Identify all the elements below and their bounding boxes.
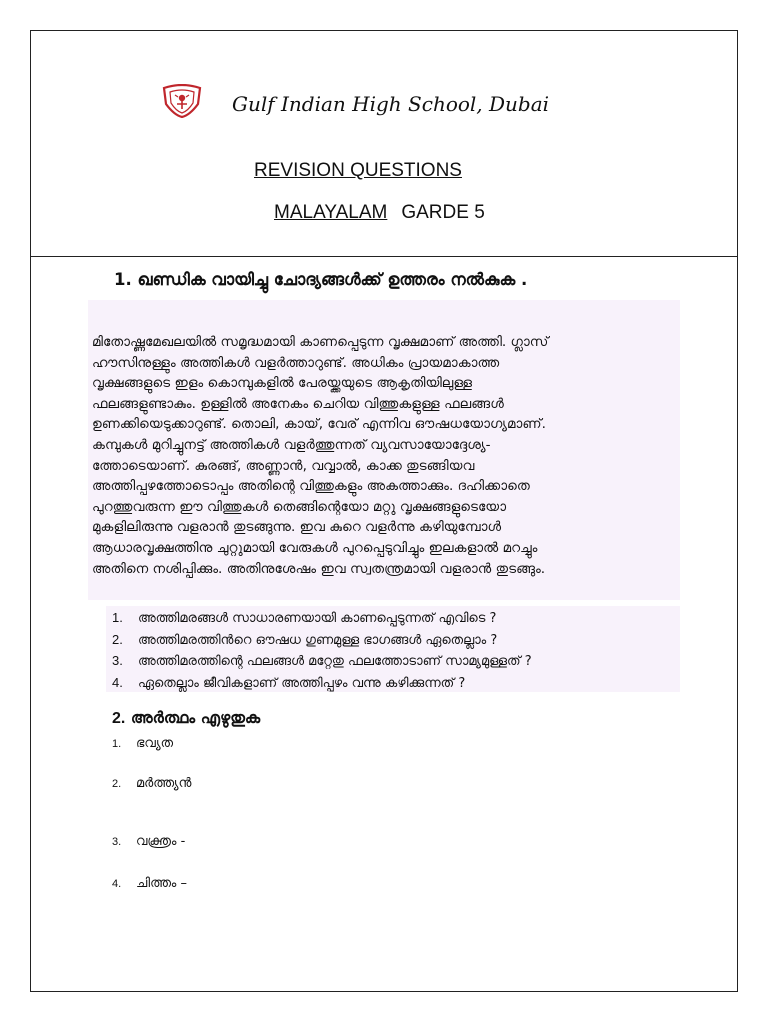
- question-number: 1.: [112, 610, 123, 625]
- section-1-title: ഖണ്ഡിക വായിച്ചു ചോദ്യങ്ങൾക്ക് ഉത്തരം നൽകുക .: [137, 270, 528, 289]
- section-1-number: 1.: [114, 270, 132, 289]
- passage-line: കമ്പുകൾ മുറിച്ചുനട്ട് അത്തികൾ വളർത്തുന്നത് വ്യവസായോദ്ദേശ്യ-: [92, 436, 491, 453]
- grade-label: GARDE 5: [401, 202, 485, 223]
- vocab-number: 3.: [112, 836, 122, 848]
- passage-line: പുറത്തുവരുന്ന ഈ വിത്തുകൾ തെങ്ങിന്റെയോ മറ്റു വൃക്ഷങ്ങളുടെയോ: [92, 498, 507, 515]
- question-number: 4.: [112, 674, 123, 690]
- question-item: [112, 673, 532, 695]
- passage-line: മുകളിലിരുന്നു വളരാൻ തുടങ്ങുന്നു. ഇവ കുറെ വളർന്നു കഴിയുമ്പോൾ: [92, 519, 502, 536]
- passage-line: അതിനെ നശിപ്പിക്കും. അതിനുശേഷം ഇവ സ്വതന്ത്രമായി വളരാൻ തുടങ്ങും.: [92, 560, 546, 577]
- document-title: REVISION QUESTIONS: [254, 160, 462, 181]
- passage-line: ഉണക്കിയെടുക്കാറുണ്ട്. തൊലി, കായ്, വേര് എന്നിവ ഔഷധയോഗ്യമാണ്.: [92, 416, 546, 433]
- vocab-word: ചിത്തം –: [136, 876, 188, 891]
- vocab-item: [112, 776, 191, 791]
- question-item: [112, 608, 532, 630]
- passage-line: വൃക്ഷങ്ങളുടെ ഇളം കൊമ്പുകളിൽ പേരയ്ക്കയുടെ ആകൃതിയിലുള്ള: [92, 375, 473, 392]
- header-divider: [30, 256, 738, 257]
- question-number: 3.: [112, 653, 123, 668]
- school-name: Gulf Indian High School, Dubai: [232, 92, 550, 116]
- passage-line: മിതോഷ്ണമേഖലയിൽ സമൃദ്ധമായി കാണപ്പെടുന്ന വൃക്ഷമാണ് അത്തി. ഗ്ലാസ്: [92, 334, 549, 350]
- school-crest-icon: [160, 84, 204, 118]
- passage-line: അത്തിപ്പഴത്തോടൊപ്പം അതിന്റെ വിത്തുകളും അകത്താക്കും. ദഹിക്കാതെ: [92, 478, 530, 495]
- question-number: 2.: [112, 631, 123, 647]
- passage-line: ത്തോടെയാണ്. കുരങ്ങ്, അണ്ണാൻ, വവ്വാൽ, കാക്ക തുടങ്ങിയവ: [92, 457, 475, 474]
- vocab-item: [112, 736, 173, 751]
- subject-label: MALAYALAM: [274, 202, 388, 223]
- vocab-number: 1.: [112, 738, 122, 750]
- vocab-number: 2.: [112, 778, 122, 790]
- vocab-word: വക്ത്രം -: [136, 834, 186, 849]
- section-2-heading: [112, 708, 260, 728]
- vocab-word: ഭവ്യത: [136, 736, 174, 751]
- section-2-number: 2.: [112, 710, 126, 727]
- passage-line: ആധാരവൃക്ഷത്തിനു ചുറ്റുമായി വേരുകൾ പുറപ്പെടുവിച്ചും ഇലകളാൽ മറച്ചും: [92, 539, 538, 556]
- question-text: അത്തിമരങ്ങൾ സാധാരണയായി കാണപ്പെടുന്നത് എവിടെ ?: [138, 611, 497, 626]
- vocab-word: മർത്ത്യൻ: [136, 776, 192, 791]
- question-text: അത്തിമരത്തിന്റെ ഫലങ്ങൾ മറ്റേതു ഫലത്തോടാണ് സാമ്യമുള്ളത് ?: [138, 654, 532, 669]
- section-2-title: അർത്ഥം എഴുതുക: [130, 708, 261, 727]
- subject-line: [274, 202, 485, 224]
- question-item: [112, 630, 532, 652]
- vocab-number: 4.: [112, 878, 122, 890]
- question-text: ഏതെല്ലാം ജീവികളാണ് അത്തിപ്പഴം വന്നു കഴിക്കുന്നത് ?: [138, 675, 466, 691]
- passage-line: ഹൗസിനുള്ളും അത്തികൾ വളർത്താറുണ്ട്. അധികം പ്രായമാകാത്ത: [92, 354, 500, 371]
- vocab-item: [112, 876, 187, 891]
- section-1-heading: [114, 270, 527, 290]
- question-item: [112, 651, 532, 673]
- vocab-item: [112, 834, 185, 849]
- question-text: അത്തിമരത്തിൻറെ ഔഷധ ഗുണമുള്ള ഭാഗങ്ങൾ ഏതെല്ലാം ?: [138, 632, 498, 648]
- question-list: [112, 608, 532, 694]
- passage-line: ഫലങ്ങളുണ്ടാകും. ഉള്ളിൽ അനേകം ചെറിയ വിത്തുകളുള്ള ഫലങ്ങൾ: [92, 395, 504, 412]
- passage: [92, 332, 672, 579]
